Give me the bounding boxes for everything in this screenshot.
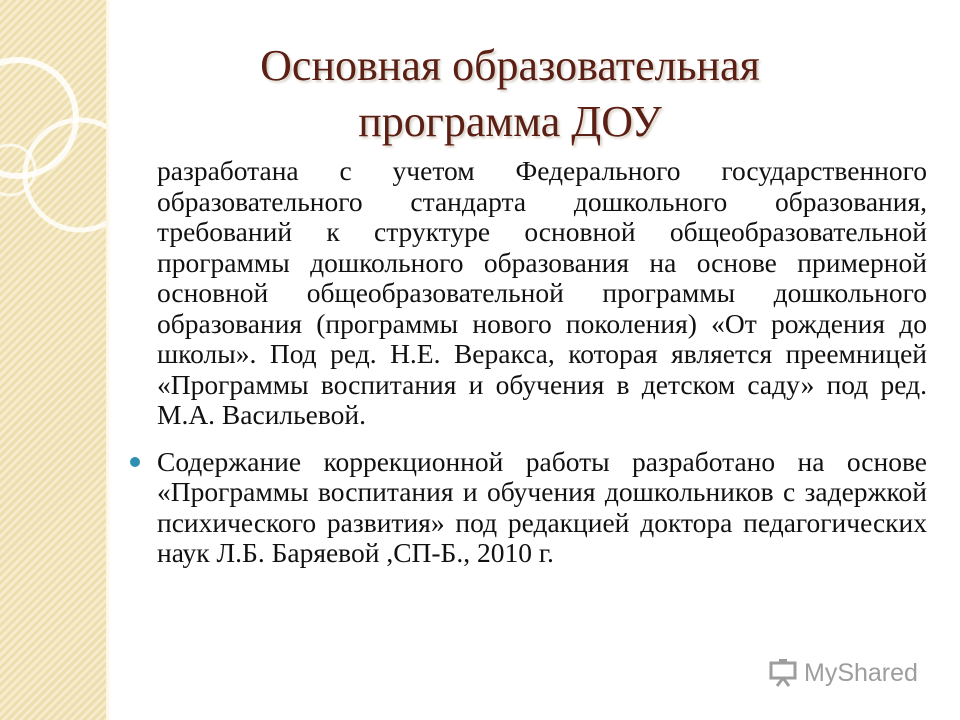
bullet-item: [157, 447, 927, 569]
sidebar-edge: [106, 0, 111, 720]
slide-title: [190, 38, 830, 150]
bullet-text: Содержание коррекционной работы разработано на основе «Программы воспитания и обучения дошкольников с задержкой психического развития» под редакцией доктора педагогических наук Л.Б. Баряевой ,СП-Б., 2010 г.: [157, 445, 927, 568]
watermark-text: MyShared: [804, 658, 918, 687]
watermark: [768, 657, 918, 689]
bullet-dot-icon: [130, 457, 140, 467]
slide-body: [157, 156, 927, 569]
title-line-2: программа ДОУ: [358, 97, 662, 146]
body-paragraph: разработана с учетом Федерального государственного образовательного стандарта дошкольного образования, требований к структуре основной общеобразовательной программы дошкольного образования на основе примерной основной общеобразовательной программы дошкольного образования (программы нового поколения) «От рождения до школы». Под ред. Н.Е. Веракса, которая является преемницей «Программы воспитания и обучения в детском саду» под ред. М.А. Васильевой.: [157, 155, 927, 430]
title-line-1: Основная образовательная: [260, 41, 760, 90]
decorative-sidebar: [0, 0, 106, 720]
decorative-circles: [0, 0, 106, 720]
presentation-board-icon: [768, 659, 798, 687]
